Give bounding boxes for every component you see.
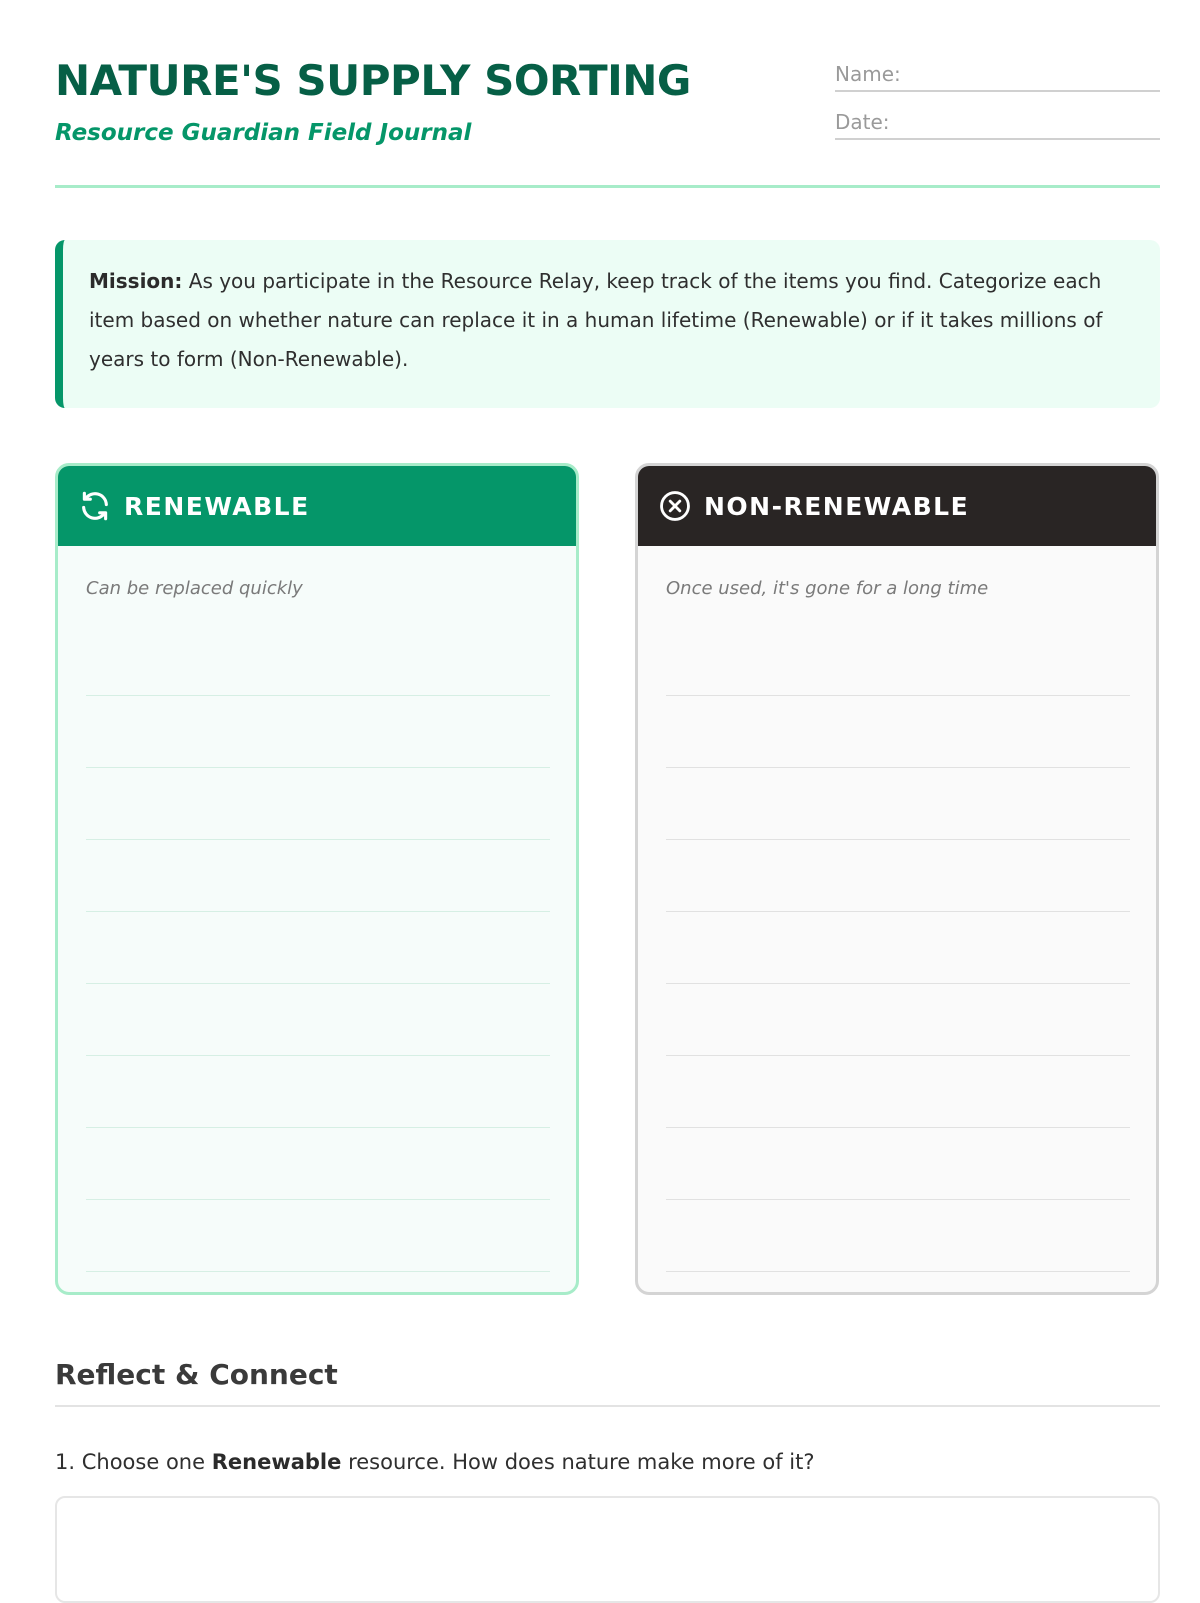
- reflect-heading: Reflect & Connect: [55, 1358, 338, 1391]
- page-title: NATURE'S SUPPLY SORTING: [55, 56, 691, 105]
- non-renewable-writing-lines: [666, 624, 1130, 1272]
- refresh-icon: [78, 489, 112, 523]
- question-emphasis: Renewable: [211, 1450, 342, 1474]
- writing-line[interactable]: [86, 1056, 550, 1128]
- writing-line[interactable]: [666, 1200, 1130, 1272]
- mission-box: [55, 240, 1160, 408]
- writing-line[interactable]: [666, 768, 1130, 840]
- question-1: [55, 1450, 814, 1474]
- question-number: 1.: [55, 1450, 76, 1474]
- mission-label: Mission:: [89, 269, 183, 293]
- name-label: Name:: [835, 62, 901, 86]
- writing-line[interactable]: [86, 696, 550, 768]
- writing-line[interactable]: [86, 1128, 550, 1200]
- question-text-after: resource. How does nature make more of it?: [348, 1450, 815, 1474]
- question-text-before: Choose one: [81, 1450, 206, 1474]
- writing-line[interactable]: [86, 768, 550, 840]
- writing-line[interactable]: [86, 984, 550, 1056]
- writing-line[interactable]: [666, 696, 1130, 768]
- section-divider: [55, 1405, 1160, 1407]
- page-subtitle: Resource Guardian Field Journal: [55, 120, 472, 146]
- name-field[interactable]: [835, 54, 1160, 92]
- non-renewable-header: [638, 466, 1156, 546]
- renewable-header: [58, 466, 576, 546]
- writing-line[interactable]: [86, 912, 550, 984]
- mission-text: As you participate in the Resource Relay, keep track of the items you find. Categorize each item based on whether nature can replace it in a human lifetime (Renewable) or if it takes millions of years to form (Non-Renewable).: [89, 269, 1103, 371]
- writing-line[interactable]: [666, 1056, 1130, 1128]
- writing-line[interactable]: [666, 840, 1130, 912]
- renewable-title: RENEWABLE: [124, 491, 310, 521]
- date-field[interactable]: [835, 102, 1160, 140]
- answer-box-1[interactable]: [55, 1496, 1160, 1603]
- writing-line[interactable]: [86, 624, 550, 696]
- writing-line[interactable]: [666, 1128, 1130, 1200]
- writing-line[interactable]: [86, 840, 550, 912]
- non-renewable-column: [635, 463, 1159, 1295]
- renewable-column: [55, 463, 579, 1295]
- renewable-note: Can be replaced quickly: [86, 578, 303, 599]
- writing-line[interactable]: [666, 984, 1130, 1056]
- worksheet-page: [55, 0, 1160, 1600]
- writing-line[interactable]: [666, 912, 1130, 984]
- non-renewable-note: Once used, it's gone for a long time: [666, 578, 989, 599]
- renewable-writing-lines: [86, 624, 550, 1272]
- writing-line[interactable]: [666, 624, 1130, 696]
- non-renewable-title: NON-RENEWABLE: [704, 491, 970, 521]
- x-circle-icon: [658, 489, 692, 523]
- date-label: Date:: [835, 110, 890, 134]
- writing-line[interactable]: [86, 1200, 550, 1272]
- worksheet-header: [55, 50, 1160, 188]
